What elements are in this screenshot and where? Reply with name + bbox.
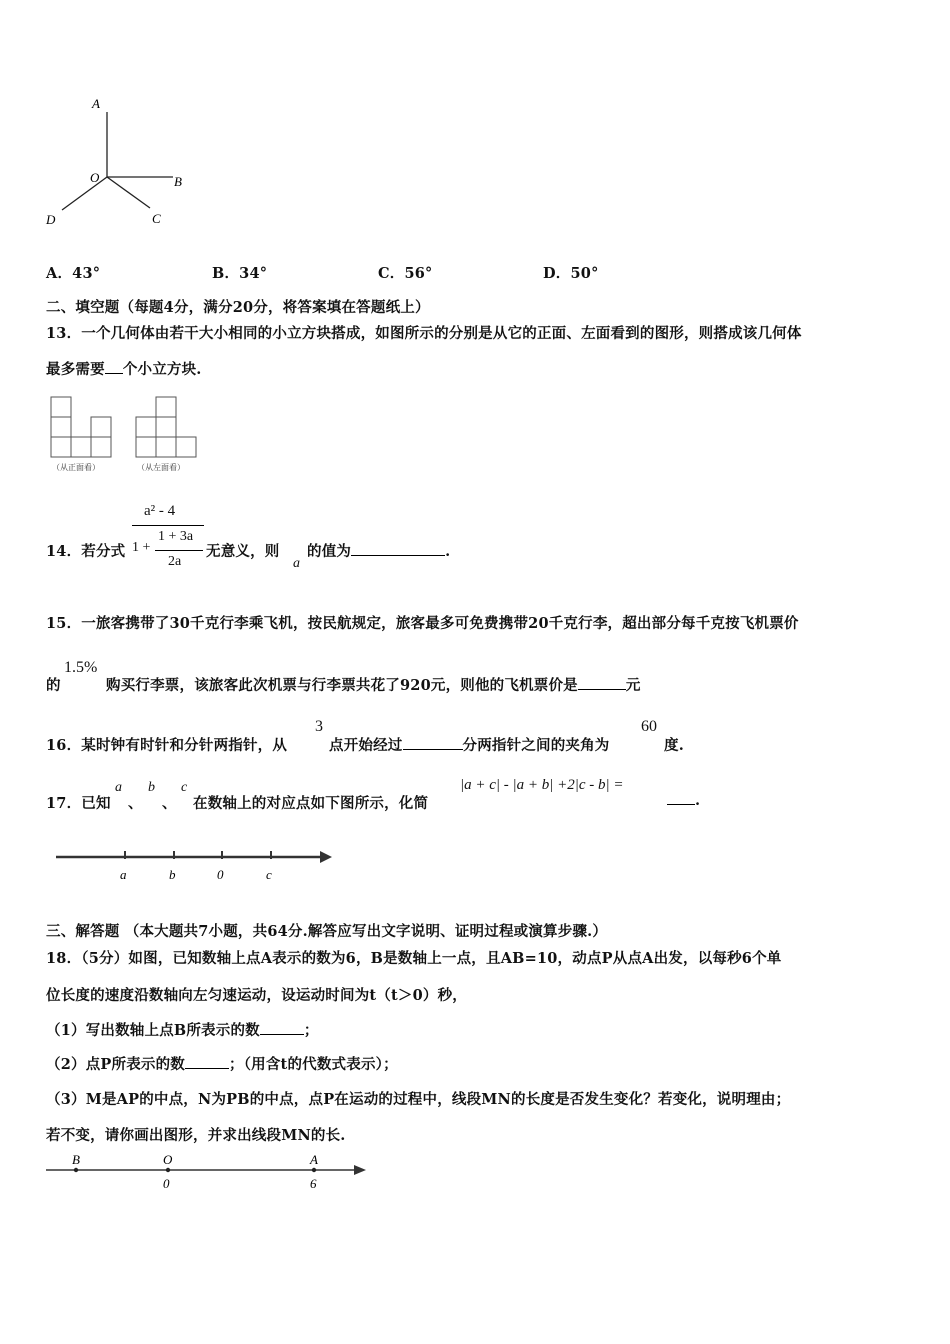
q14-middle: 无意义，则	[206, 543, 280, 560]
q16-part-b: 点开始经过 分两指针之间的夹角为	[329, 737, 610, 754]
option-a[interactable]: A．43°	[46, 265, 101, 282]
q17-number-line	[52, 845, 337, 885]
q14-inner-denominator: 2a	[168, 554, 182, 569]
section3-heading: 三、解答题 （本大题共7小题，共64分.解答应写出文字说明、证明过程或演算步骤.）	[46, 923, 608, 940]
q14-suffix: 的值为 .	[307, 543, 451, 560]
q16-number-3: 3	[315, 718, 323, 735]
q17-var-b: b	[148, 780, 155, 795]
q16-number-60: 60	[641, 718, 657, 735]
q17-var-a: a	[115, 780, 122, 795]
q18-part4: 若不变，请你画出图形，并求出线段MN的长.	[46, 1127, 346, 1144]
views-figure	[46, 394, 206, 476]
q18-part1-blank[interactable]	[260, 1034, 304, 1035]
option-d[interactable]: D．50°	[543, 265, 599, 282]
q17-sep1: 、	[128, 795, 143, 812]
label-b: B	[174, 174, 182, 189]
q17-part-a: 17．已知	[46, 795, 111, 812]
q18-part3: （3）M是AP的中点，N为PB的中点，点P在运动的过程中，线段MN的长度是否发生变化？若变化，说明理由；	[46, 1091, 791, 1108]
q17-answer: .	[667, 792, 700, 809]
left-view	[136, 397, 196, 457]
q18-line1: 18．（5分）如图，已知数轴上点A表示的数为6，B是数轴上一点，且AB=10，动点P从点A出发，以每秒6个单	[46, 950, 782, 967]
label-c: C	[152, 211, 161, 226]
value-6: 6	[310, 1176, 317, 1191]
q14-var: a	[293, 556, 300, 571]
q17-var-c: c	[181, 780, 188, 795]
q15-line2b: 购买行李票，该旅客此次机票与行李票共花了920元，则他的飞机票价是 元	[106, 677, 641, 694]
q18-part2-blank[interactable]	[185, 1068, 229, 1069]
label-point-b: B	[72, 1152, 80, 1167]
caption-left: （从左面看）	[137, 463, 185, 472]
q16-part-d: 度.	[664, 737, 684, 754]
q14-inner-fraction-bar	[155, 550, 203, 551]
point-b	[74, 1168, 78, 1172]
point-a	[312, 1168, 316, 1172]
q14-inner-one: 1 +	[132, 540, 151, 555]
label-point-o: O	[163, 1152, 173, 1167]
axis-label-c: c	[266, 867, 272, 882]
q15-answer-blank[interactable]	[578, 689, 626, 690]
q18-part1: （1）写出数轴上点B所表示的数 ；	[46, 1022, 319, 1039]
q14-inner-numerator: 1 + 3a	[158, 529, 194, 544]
q18-part2: （2）点P所表示的数 ；（用含t的代数式表示）；	[46, 1056, 398, 1073]
q15-line1: 15．一旅客携带了30千克行李乘飞机，按民航规定，旅客最多可免费携带20千克行李，超出部分每千克按飞机票价	[46, 615, 799, 632]
front-view	[51, 397, 111, 457]
q14-answer-blank[interactable]	[351, 555, 445, 556]
label-o: O	[90, 170, 100, 185]
label-d: D	[46, 212, 56, 227]
q15-percent: 1.5%	[64, 659, 98, 676]
q13-answer-blank[interactable]	[105, 373, 123, 374]
value-0: 0	[163, 1176, 170, 1191]
q17-part-b: 在数轴上的对应点如下图所示，化简	[193, 795, 429, 812]
arrow-head	[354, 1165, 366, 1175]
angle-figure	[40, 90, 200, 235]
q18-line2: 位长度的速度沿数轴向左匀速运动，设运动时间为t（t＞0）秒，	[46, 987, 467, 1004]
ray-od	[62, 177, 107, 210]
q13-line2: 最多需要 个小立方块.	[46, 361, 202, 378]
axis-label-0: 0	[217, 867, 224, 882]
label-point-a: A	[310, 1152, 318, 1167]
q17-answer-blank[interactable]	[667, 804, 695, 805]
q15-line2a: 的	[46, 677, 61, 694]
q17-sep2: 、	[162, 795, 177, 812]
label-a: A	[92, 96, 100, 111]
q13-line1: 13．一个几何体由若干大小相同的小立方块搭成，如图所示的分别是从它的正面、左面看到的图形，则搭成该几何体	[46, 325, 802, 342]
point-o	[166, 1168, 170, 1172]
axis-label-b: b	[169, 867, 176, 882]
axis-label-a: a	[120, 867, 127, 882]
caption-front: （从正面看）	[52, 463, 100, 472]
q14-prefix: 14．若分式	[46, 543, 126, 560]
option-c[interactable]: C．56°	[378, 265, 433, 282]
q14-numerator: a² - 4	[144, 503, 176, 519]
section2-heading: 二、填空题（每题4分，满分20分，将答案填在答题纸上）	[46, 299, 430, 316]
q16-part-a: 16．某时钟有时针和分针两指针，从	[46, 737, 288, 754]
q16-answer-blank[interactable]	[403, 749, 463, 750]
q14-main-fraction-bar	[132, 525, 204, 526]
ray-oc	[107, 177, 150, 208]
option-b[interactable]: B．34°	[212, 265, 268, 282]
q17-expression: |a + c| - |a + b| +2|c - b| =	[460, 777, 624, 793]
q18-number-line	[44, 1150, 369, 1194]
arrow-head	[320, 851, 332, 863]
